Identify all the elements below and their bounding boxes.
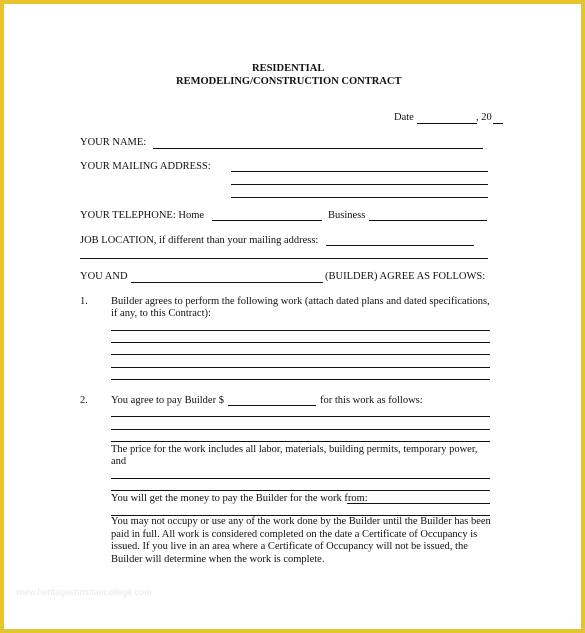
item-1-text-line-2: if any, to this Contract):	[111, 308, 211, 319]
and-text: and	[111, 456, 127, 467]
builder-agree-label: (BUILDER) AGREE AS FOLLOWS:	[325, 271, 486, 282]
your-name-field[interactable]	[153, 148, 483, 149]
date-field[interactable]	[417, 123, 477, 124]
work-description-line-2[interactable]	[111, 342, 490, 343]
telephone-business-label: Business	[328, 210, 366, 221]
mailing-address-line-2[interactable]	[231, 184, 488, 185]
telephone-home-label: YOUR TELEPHONE: Home	[80, 210, 205, 221]
job-location-label: JOB LOCATION, if different than your mailing address:	[80, 235, 319, 246]
builder-name-field[interactable]	[131, 282, 323, 283]
item-2-number: 2.	[80, 395, 88, 406]
money-source-field[interactable]	[347, 503, 490, 504]
work-description-line-3[interactable]	[111, 354, 490, 355]
watermark-text: www.heritagechristiancollege.com	[16, 587, 152, 597]
price-includes-line-1[interactable]	[111, 478, 490, 479]
work-description-line-5[interactable]	[111, 379, 490, 380]
you-and-label: YOU AND	[80, 271, 128, 282]
item-2-pay-label: You agree to pay Builder $	[111, 395, 224, 406]
date-year-field[interactable]	[493, 123, 503, 124]
job-location-field[interactable]	[326, 245, 474, 246]
mailing-address-line-1[interactable]	[231, 171, 488, 172]
item-2-for-work: for this work as follows:	[320, 395, 423, 406]
your-name-label: YOUR NAME:	[80, 137, 147, 148]
job-location-line-2[interactable]	[80, 258, 488, 259]
title-contract: REMODELING/CONSTRUCTION CONTRACT	[176, 76, 402, 87]
price-includes-line-2[interactable]	[111, 490, 490, 491]
occupancy-paragraph: You may not occupy or use any of the work done by the Builder until the Builder has been paid in full. All work is considered completed on the date a Certificate of Occupancy is issued. If you live in an area where a Certificate of Occupancy will not be issued, the Builder will determine when the work is complete.	[111, 516, 491, 565]
mailing-address-line-3[interactable]	[231, 197, 488, 198]
payment-terms-line-2[interactable]	[111, 429, 490, 430]
payment-terms-line-3[interactable]	[111, 441, 490, 442]
price-includes-text: The price for the work includes all labor, materials, building permits, temporary power,	[111, 444, 478, 455]
item-1-text-line-1: Builder agrees to perform the following work (attach dated plans and dated specifications,	[111, 296, 490, 307]
money-source-label: You will get the money to pay the Builder for the work from:	[111, 493, 368, 504]
payment-amount-field[interactable]	[228, 405, 316, 406]
payment-terms-line-1[interactable]	[111, 416, 490, 417]
telephone-home-field[interactable]	[212, 220, 322, 221]
work-description-line-1[interactable]	[111, 330, 490, 331]
mailing-address-label: YOUR MAILING ADDRESS:	[80, 161, 211, 172]
telephone-business-field[interactable]	[369, 220, 487, 221]
date-year-prefix: , 20	[476, 112, 492, 123]
title-residential: RESIDENTIAL	[252, 63, 325, 74]
work-description-line-4[interactable]	[111, 367, 490, 368]
date-label: Date	[394, 112, 414, 123]
item-1-number: 1.	[80, 296, 88, 307]
